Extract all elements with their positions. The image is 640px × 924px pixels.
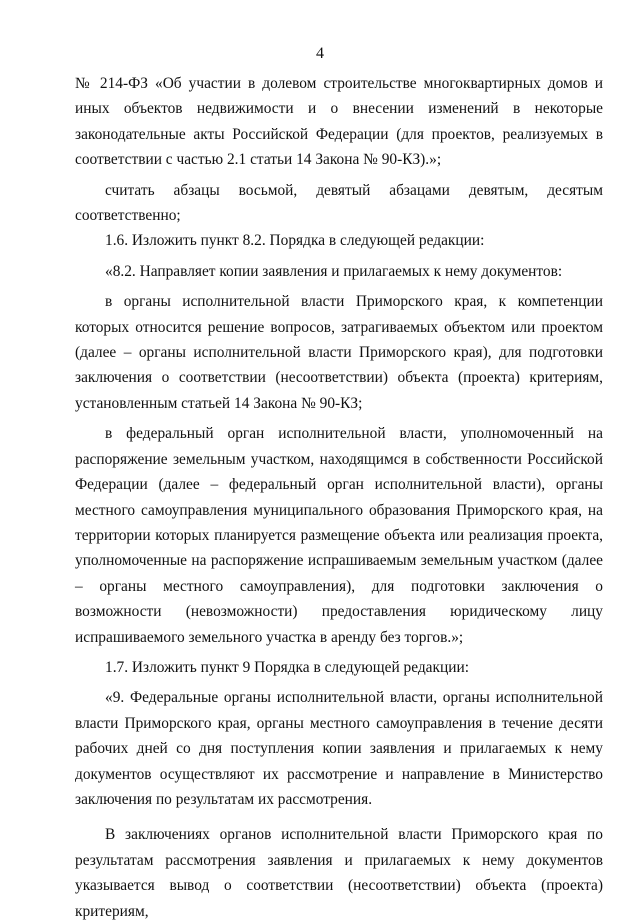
paragraph-item-1-7: 1.7. Изложить пункт 9 Порядка в следующей редакции: xyxy=(105,658,469,676)
paragraph-law-reference: № 214-ФЗ «Об участии в долевом строительстве многоквартирных домов и иных объектов недвижимости и о внесении изменений в некоторые законодательные акты Российской Федерации (для проектов, реализуемых в соответствии с частью 2.1 статьи 14 Закона № 90-КЗ).»; xyxy=(75,75,603,169)
paragraph-federal-authority: в федеральный орган исполнительной власти, уполномоченный на распоряжение земельным участком, находящимся в собственности Российской Федерации (далее – федеральный орган исполнительной власти), органы местного самоуправления муниципального образования Приморского края, на территории которых планируется размещение объекта или реализация проекта, уполномоченные на распоряжение испрашиваемым земельным участком (далее – органы местного самоуправления), для подготовки заключения о возможности (невозможности) предоставления юридическому лицу испрашиваемого земельного участка в аренду без торгов.»; xyxy=(75,425,603,646)
paragraph-item-1-6: 1.6. Изложить пункт 8.2. Порядка в следующей редакции: xyxy=(105,232,485,250)
paragraph-clause-8-2: «8.2. Направляет копии заявления и прилагаемых к нему документов: xyxy=(105,262,563,280)
paragraph-regional-authorities: в органы исполнительной власти Приморского края, к компетенции которых относится решение вопросов, затрагиваемых объектом или проектом (далее – органы исполнительной власти Приморского края), для подготовки заключения о соответствии (несоответствии) объекта (проекта) критериям, установленным статьей 14 Закона № 90-КЗ; xyxy=(75,293,603,412)
page-number: 4 xyxy=(316,45,324,62)
document-body xyxy=(75,71,603,924)
paragraph-clause-9: «9. Федеральные органы исполнительной власти, органы исполнительной власти Приморского края, органы местного самоуправления в течение десяти рабочих дней со дня поступления копии заявления и прилагаемых к нему документов осуществляют их рассмотрение и направление в Министерство заключения по результатам их рассмотрения. xyxy=(75,689,603,808)
paragraph-conclusions: В заключениях органов исполнительной власти Приморского края по результатам рассмотрения заявления и прилагаемых к нему документов указывается вывод о соответствии (несоответствии) объекта (проекта) критериям, xyxy=(75,826,603,920)
paragraph-renumber-clauses: считать абзацы восьмой, девятый абзацами девятым, десятым соответственно; xyxy=(75,181,603,225)
